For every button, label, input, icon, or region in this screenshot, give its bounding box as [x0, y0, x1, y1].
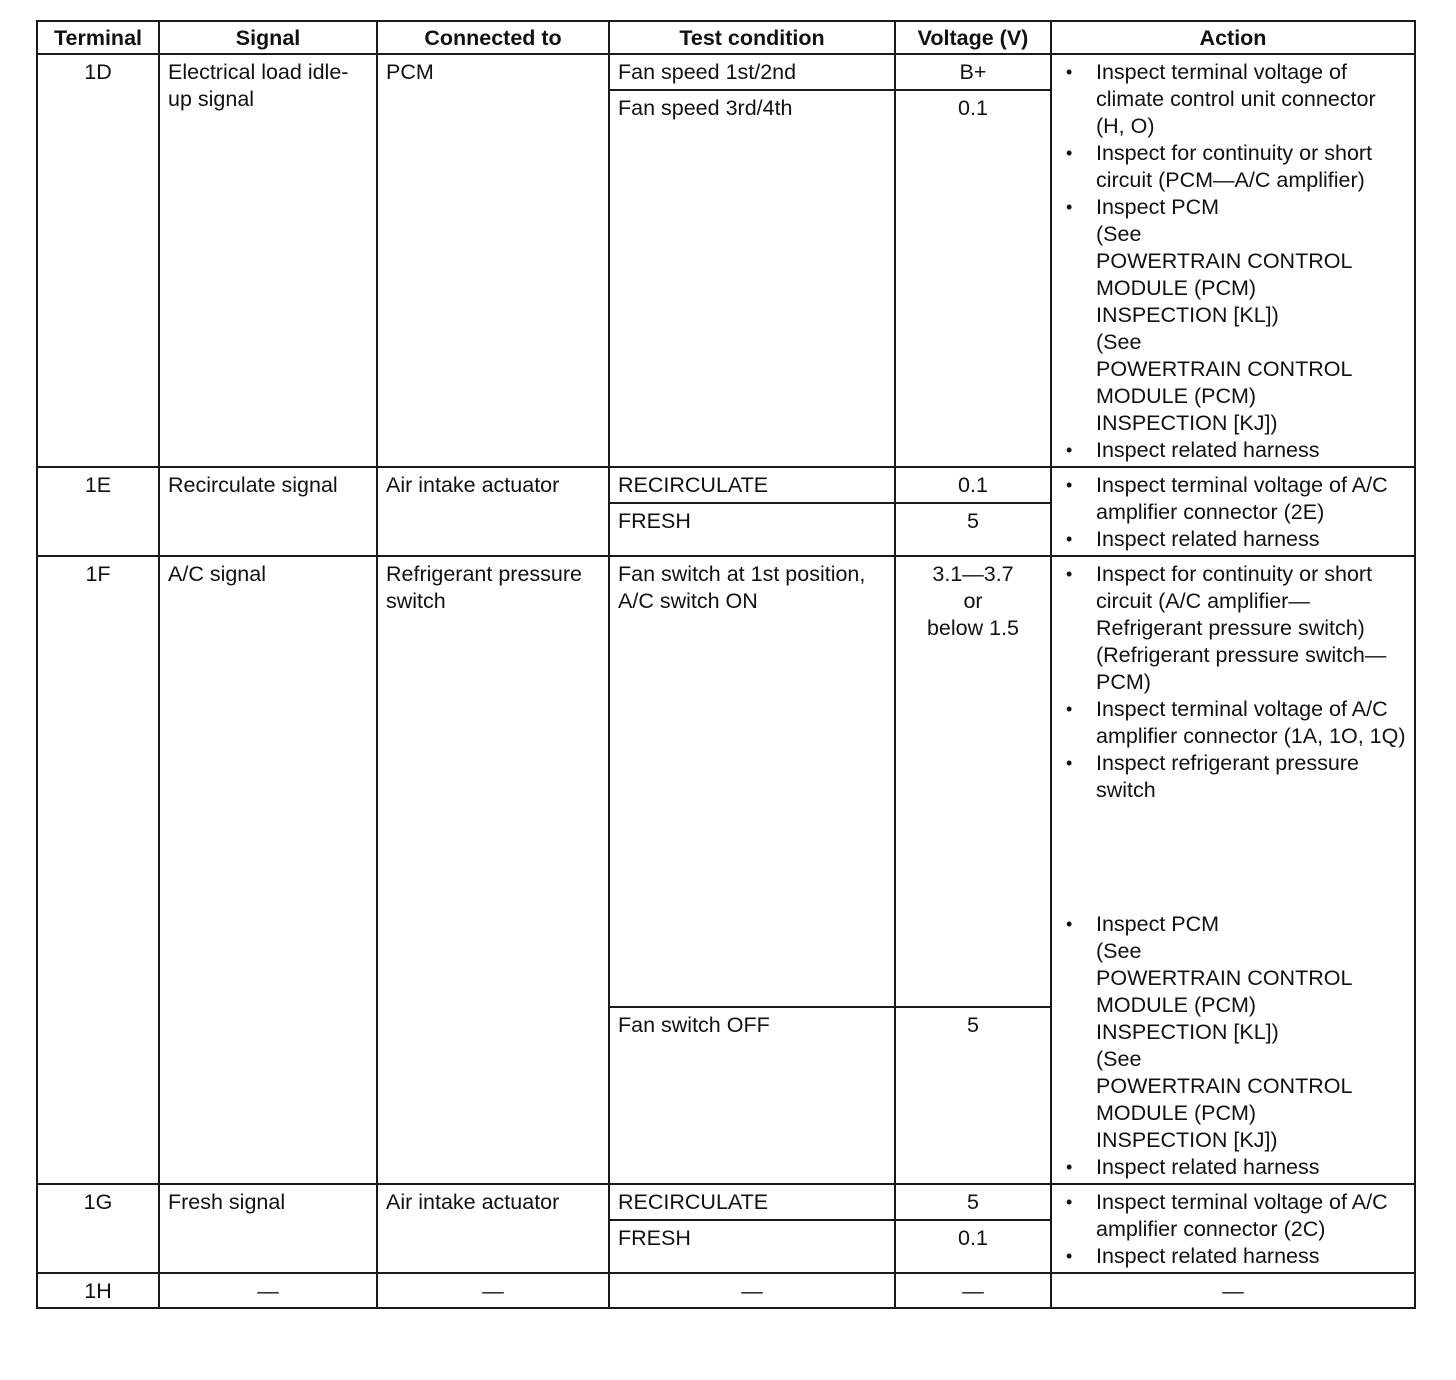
test-condition-cell: RECIRCULATE — [609, 467, 895, 503]
test-condition-cell: Fan switch OFF — [609, 1007, 895, 1184]
voltage-cell — [895, 556, 1051, 1007]
see-ref-line: MODULE (PCM) — [1096, 993, 1257, 1017]
test-condition-cell: Fan speed 3rd/4th — [609, 90, 895, 467]
see-ref-line: MODULE (PCM) — [1096, 384, 1257, 408]
connected-to-cell: Air intake actuator — [377, 1184, 609, 1273]
see-ref-line: (See — [1096, 222, 1142, 246]
see-ref-line: POWERTRAIN CONTROL — [1096, 966, 1353, 990]
connected-to-cell: PCM — [377, 54, 609, 467]
terminal-cell: 1G — [37, 1184, 159, 1273]
header-voltage: Voltage (V) — [895, 21, 1051, 54]
see-ref-line: (See — [1096, 1047, 1142, 1071]
test-condition-cell: RECIRCULATE — [609, 1184, 895, 1220]
header-row — [37, 21, 1415, 54]
voltage-cell: 0.1 — [895, 467, 1051, 503]
action-item: • Inspect terminal voltage of climate control unit connector (H, O) — [1060, 59, 1406, 140]
action-item: • Inspect related harness — [1060, 437, 1406, 464]
header-signal: Signal — [159, 21, 377, 54]
see-ref-line: INSPECTION [KL]) — [1096, 1020, 1279, 1044]
terminal-voltage-table — [36, 20, 1416, 1309]
action-item: • Inspect related harness — [1060, 526, 1406, 553]
action-item: • Inspect terminal voltage of A/C amplifier connector (1A, 1O, 1Q) — [1060, 696, 1406, 750]
action-item: • Inspect related harness — [1060, 1154, 1406, 1181]
table-row — [37, 54, 1415, 90]
signal-cell: Electrical load idle-up signal — [159, 54, 377, 467]
voltage-line: 3.1—3.7 — [932, 562, 1014, 586]
action-cell: — — [1051, 1273, 1415, 1308]
action-item: • Inspect terminal voltage of A/C amplifier connector (2C) — [1060, 1189, 1406, 1243]
action-cell — [1051, 1184, 1415, 1273]
voltage-cell: 5 — [895, 1007, 1051, 1184]
see-ref-line: POWERTRAIN CONTROL — [1096, 249, 1353, 273]
header-action: Action — [1051, 21, 1415, 54]
test-condition-cell: — — [609, 1273, 895, 1308]
see-ref-line: POWERTRAIN CONTROL — [1096, 357, 1353, 381]
see-ref-line: (See — [1096, 939, 1142, 963]
voltage-line: or — [963, 589, 983, 613]
table-row — [37, 1273, 1415, 1308]
action-item: • Inspect for continuity or short circuit (PCM—A/C amplifier) — [1060, 140, 1406, 194]
test-condition-cell: FRESH — [609, 503, 895, 556]
voltage-cell: 5 — [895, 1184, 1051, 1220]
see-ref-line: INSPECTION [KJ]) — [1096, 1128, 1278, 1152]
terminal-cell: 1E — [37, 467, 159, 556]
table-row — [37, 556, 1415, 1007]
see-ref-line: INSPECTION [KL]) — [1096, 303, 1279, 327]
action-cell — [1051, 54, 1415, 467]
voltage-cell: 0.1 — [895, 1220, 1051, 1273]
action-item — [1060, 911, 1406, 1154]
action-cell — [1051, 467, 1415, 556]
signal-cell: — — [159, 1273, 377, 1308]
table-row — [37, 467, 1415, 503]
voltage-cell: 5 — [895, 503, 1051, 556]
signal-cell: Recirculate signal — [159, 467, 377, 556]
action-item: • Inspect refrigerant pressure switch — [1060, 750, 1406, 804]
action-item: • Inspect terminal voltage of A/C amplifier connector (2E) — [1060, 472, 1406, 526]
voltage-cell: B+ — [895, 54, 1051, 90]
action-item — [1060, 194, 1406, 437]
action-item: • Inspect related harness — [1060, 1243, 1406, 1270]
header-test-condition: Test condition — [609, 21, 895, 54]
action-item: • Inspect for continuity or short circuit (A/C amplifier—Refrigerant pressure switch) (Refrigerant pressure switch—PCM) — [1060, 561, 1406, 696]
connected-to-cell: — — [377, 1273, 609, 1308]
action-text: • Inspect PCM — [1096, 195, 1220, 219]
header-connected-to: Connected to — [377, 21, 609, 54]
test-condition-cell: Fan speed 1st/2nd — [609, 54, 895, 90]
terminal-cell: 1F — [37, 556, 159, 1184]
action-cell — [1051, 556, 1415, 1184]
signal-cell: A/C signal — [159, 556, 377, 1184]
signal-cell: Fresh signal — [159, 1184, 377, 1273]
terminal-cell: 1D — [37, 54, 159, 467]
voltage-cell: 0.1 — [895, 90, 1051, 467]
connected-to-cell: Refrigerant pressure switch — [377, 556, 609, 1184]
header-terminal: Terminal — [37, 21, 159, 54]
see-ref-line: INSPECTION [KJ]) — [1096, 411, 1278, 435]
test-condition-cell: FRESH — [609, 1220, 895, 1273]
see-ref-line: MODULE (PCM) — [1096, 1101, 1257, 1125]
test-condition-cell: Fan switch at 1st position, A/C switch ON — [609, 556, 895, 1007]
table-row — [37, 1184, 1415, 1220]
voltage-line: below 1.5 — [926, 616, 1020, 640]
see-ref-line: (See — [1096, 330, 1142, 354]
terminal-cell: 1H — [37, 1273, 159, 1308]
voltage-cell: — — [895, 1273, 1051, 1308]
connected-to-cell: Air intake actuator — [377, 467, 609, 556]
action-text: • Inspect PCM — [1096, 912, 1220, 936]
see-ref-line: POWERTRAIN CONTROL — [1096, 1074, 1353, 1098]
see-ref-line: MODULE (PCM) — [1096, 276, 1257, 300]
